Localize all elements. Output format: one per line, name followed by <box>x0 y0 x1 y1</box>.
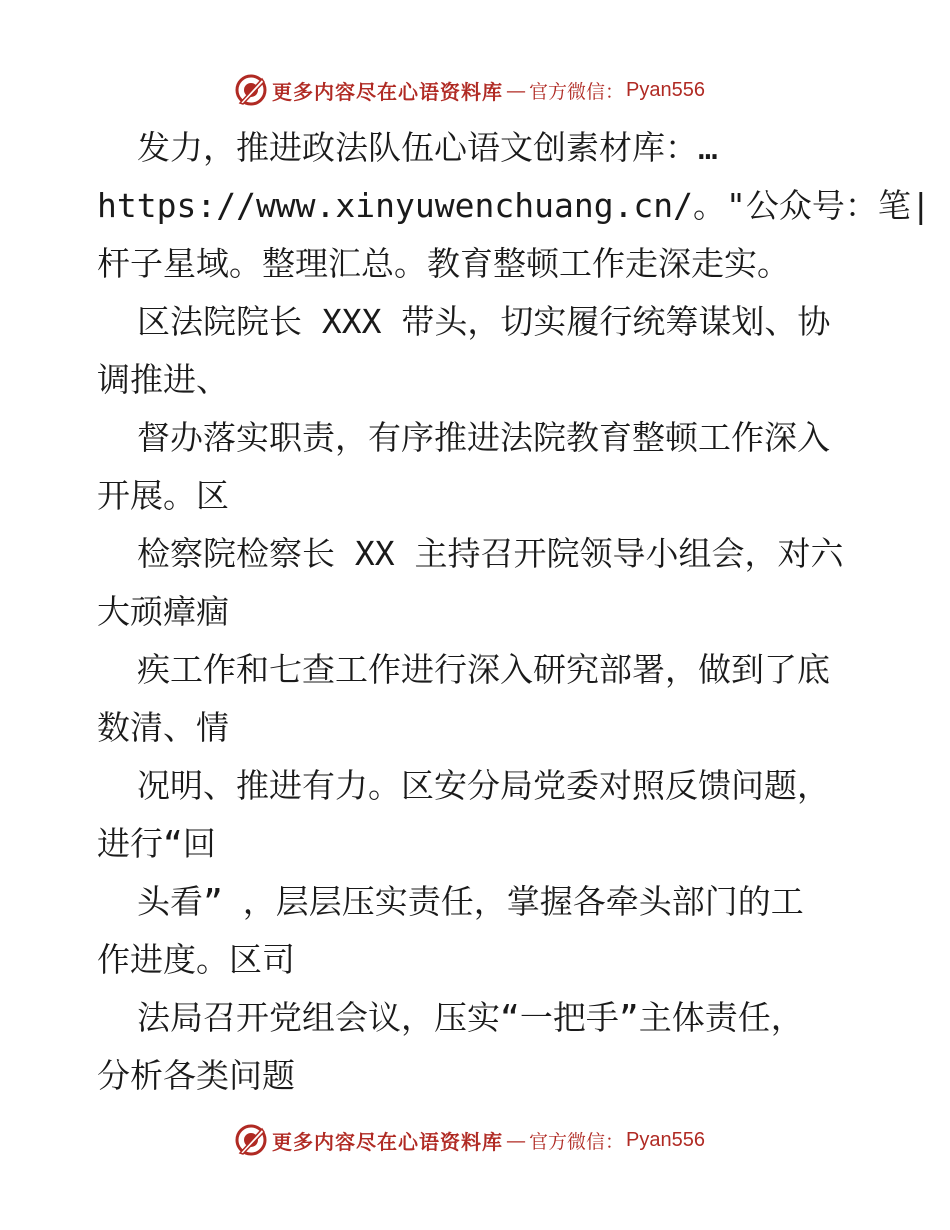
banner-slogan: 更多内容尽在心语资料库 <box>272 1129 503 1154</box>
body-line: 发力，推进政法队伍心语文创素材库：… <box>137 128 718 167</box>
body-line: 况明、推进有力。区安分局党委对照反馈问题， <box>137 766 830 805</box>
banner-separator: — <box>506 78 526 102</box>
footer-banner[interactable] <box>234 1123 714 1157</box>
banner-wechat-id: Pyan556 <box>626 1128 705 1151</box>
body-line: 头看” ，层层压实责任，掌握各牵头部门的工 <box>137 882 804 921</box>
body-line: 法局召开党组会议，压实“一把手”主体责任， <box>137 998 804 1037</box>
body-line: 督办落实职责，有序推进法院教育整顿工作深入 <box>137 418 830 457</box>
body-line: 杆子星域。整理汇总。教育整顿工作走深走实。 <box>97 244 790 283</box>
body-line: 区法院院长 XXX 带头，切实履行统筹谋划、协 <box>137 302 831 341</box>
body-line: 数清、情 <box>97 708 229 747</box>
header-banner[interactable] <box>234 73 714 107</box>
body-line: 疾工作和七查工作进行深入研究部署，做到了底 <box>137 650 830 689</box>
quill-logo-icon <box>234 73 268 107</box>
body-line: 调推进、 <box>97 360 229 399</box>
body-line: 作进度。区司 <box>97 940 295 979</box>
body-line: 进行“回 <box>97 824 216 863</box>
body-line: 大顽瘴痼 <box>97 592 229 631</box>
body-line: https://www.xinyuwenchuang.cn/。"公众号：笔| <box>97 186 931 225</box>
body-line: 开展。区 <box>97 476 229 515</box>
body-line: 检察院检察长 XX 主持召开院领导小组会，对六 <box>137 534 844 573</box>
body-line: 分析各类问题 <box>97 1056 295 1095</box>
banner-wechat-label: 官方微信： <box>529 1130 625 1153</box>
banner-wechat-label: 官方微信： <box>529 80 625 103</box>
banner-slogan: 更多内容尽在心语资料库 <box>272 79 503 104</box>
banner-wechat-id: Pyan556 <box>626 78 705 101</box>
quill-logo-icon <box>234 1123 268 1157</box>
banner-separator: — <box>506 1128 526 1152</box>
